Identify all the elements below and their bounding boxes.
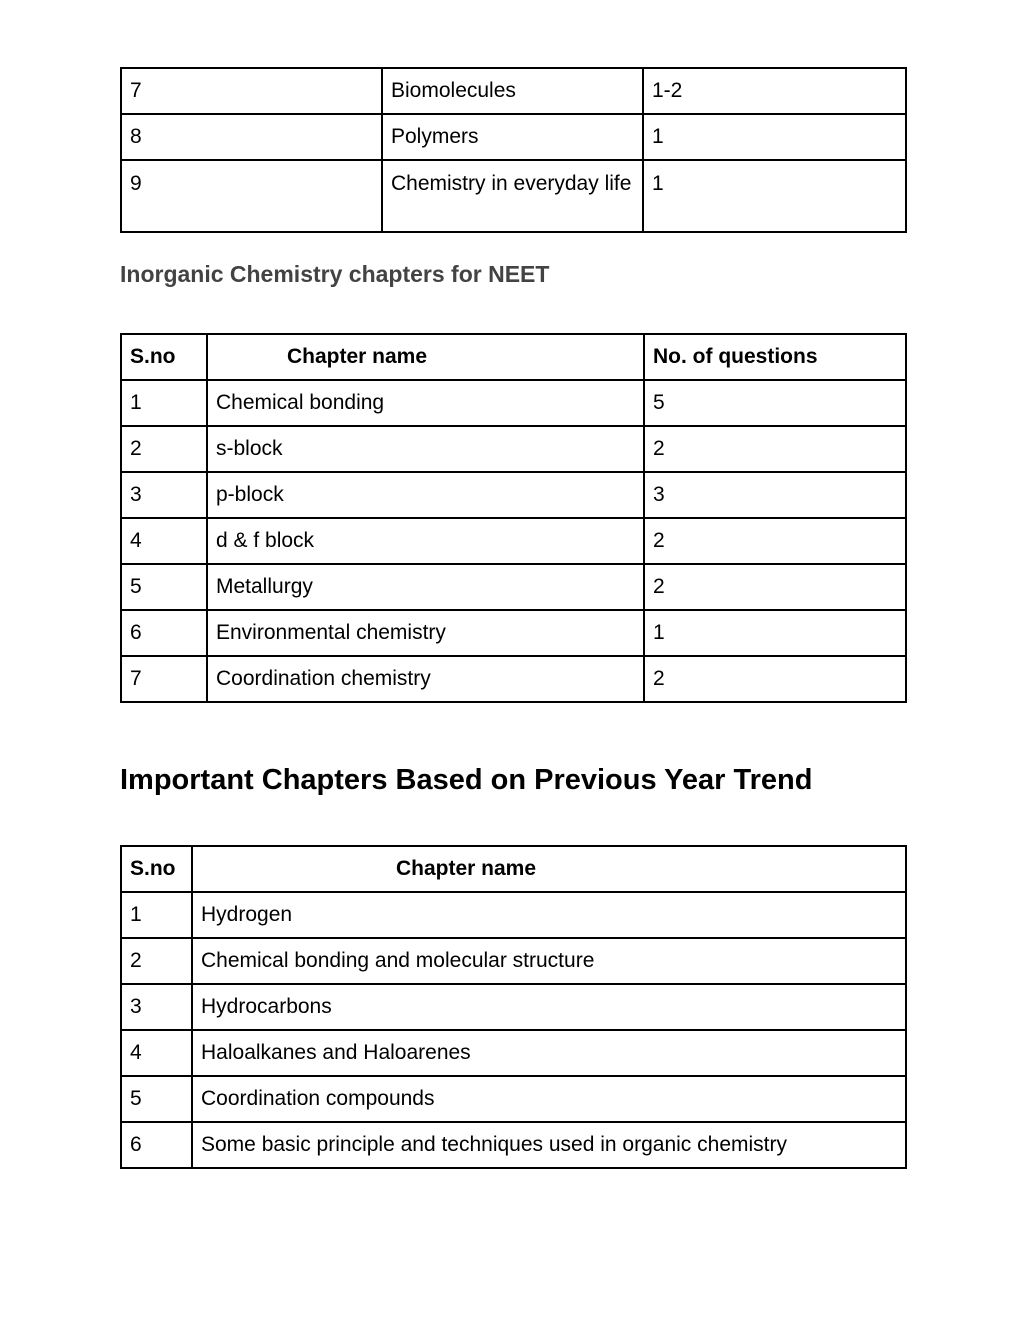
sno-cell: 5 [121, 564, 207, 610]
table-row [121, 68, 906, 114]
table-header-row [121, 846, 906, 892]
inorganic-chapters-table [120, 333, 907, 703]
sno-cell: 7 [121, 68, 382, 114]
sno-cell: 2 [121, 426, 207, 472]
chapter-name-cell: p-block [207, 472, 644, 518]
chapter-name-cell: Chemistry in everyday life [382, 160, 643, 232]
table-row [121, 892, 906, 938]
sno-cell: 3 [121, 984, 192, 1030]
question-count-cell: 1-2 [643, 68, 906, 114]
table-row [121, 610, 906, 656]
chapter-name-cell: Chemical bonding and molecular structure [192, 938, 906, 984]
question-count-header: No. of questions [644, 334, 906, 380]
chapter-name-cell: Polymers [382, 114, 643, 160]
sno-header: S.no [121, 846, 192, 892]
inorganic-section-title: Inorganic Chemistry chapters for NEET [120, 261, 550, 287]
table-row [121, 984, 906, 1030]
question-count-cell: 5 [644, 380, 906, 426]
chapter-name-cell: Metallurgy [207, 564, 644, 610]
question-count-cell: 1 [643, 160, 906, 232]
sno-cell: 4 [121, 518, 207, 564]
table-row [121, 1076, 906, 1122]
sno-cell: 2 [121, 938, 192, 984]
question-count-cell: 1 [643, 114, 906, 160]
question-count-cell: 3 [644, 472, 906, 518]
table-row [121, 160, 906, 232]
table-row [121, 1122, 906, 1168]
question-count-cell: 2 [644, 426, 906, 472]
chapter-name-cell: Biomolecules [382, 68, 643, 114]
question-count-cell: 2 [644, 564, 906, 610]
table-row [121, 564, 906, 610]
chapter-name-cell: Hydrocarbons [192, 984, 906, 1030]
question-count-cell: 2 [644, 518, 906, 564]
table-row [121, 426, 906, 472]
sno-cell: 9 [121, 160, 382, 232]
chapter-name-cell: Haloalkanes and Haloarenes [192, 1030, 906, 1076]
important-chapters-title: Important Chapters Based on Previous Year Trend [120, 764, 813, 796]
sno-cell: 3 [121, 472, 207, 518]
chapter-name-cell: s-block [207, 426, 644, 472]
sno-cell: 4 [121, 1030, 192, 1076]
sno-cell: 1 [121, 380, 207, 426]
organic-chapters-table-continued [120, 67, 907, 233]
chapter-name-cell: Coordination compounds [192, 1076, 906, 1122]
chapter-name-header: Chapter name [192, 846, 906, 892]
sno-header: S.no [121, 334, 207, 380]
question-count-cell: 1 [644, 610, 906, 656]
table-row [121, 1030, 906, 1076]
question-count-cell: 2 [644, 656, 906, 702]
sno-cell: 1 [121, 892, 192, 938]
chapter-name-cell: Chemical bonding [207, 380, 644, 426]
sno-cell: 5 [121, 1076, 192, 1122]
chapter-name-header: Chapter name [207, 334, 644, 380]
sno-cell: 6 [121, 610, 207, 656]
sno-cell: 7 [121, 656, 207, 702]
chapter-name-cell: Coordination chemistry [207, 656, 644, 702]
chapter-name-cell: Some basic principle and techniques used in organic chemistry [192, 1122, 906, 1168]
table-row [121, 472, 906, 518]
table-row [121, 380, 906, 426]
important-chapters-table [120, 845, 907, 1169]
chapter-name-cell: Hydrogen [192, 892, 906, 938]
table-row [121, 656, 906, 702]
table-row [121, 114, 906, 160]
sno-cell: 8 [121, 114, 382, 160]
chapter-name-cell: Environmental chemistry [207, 610, 644, 656]
table-row [121, 518, 906, 564]
table-row [121, 938, 906, 984]
table-header-row [121, 334, 906, 380]
sno-cell: 6 [121, 1122, 192, 1168]
chapter-name-cell: d & f block [207, 518, 644, 564]
